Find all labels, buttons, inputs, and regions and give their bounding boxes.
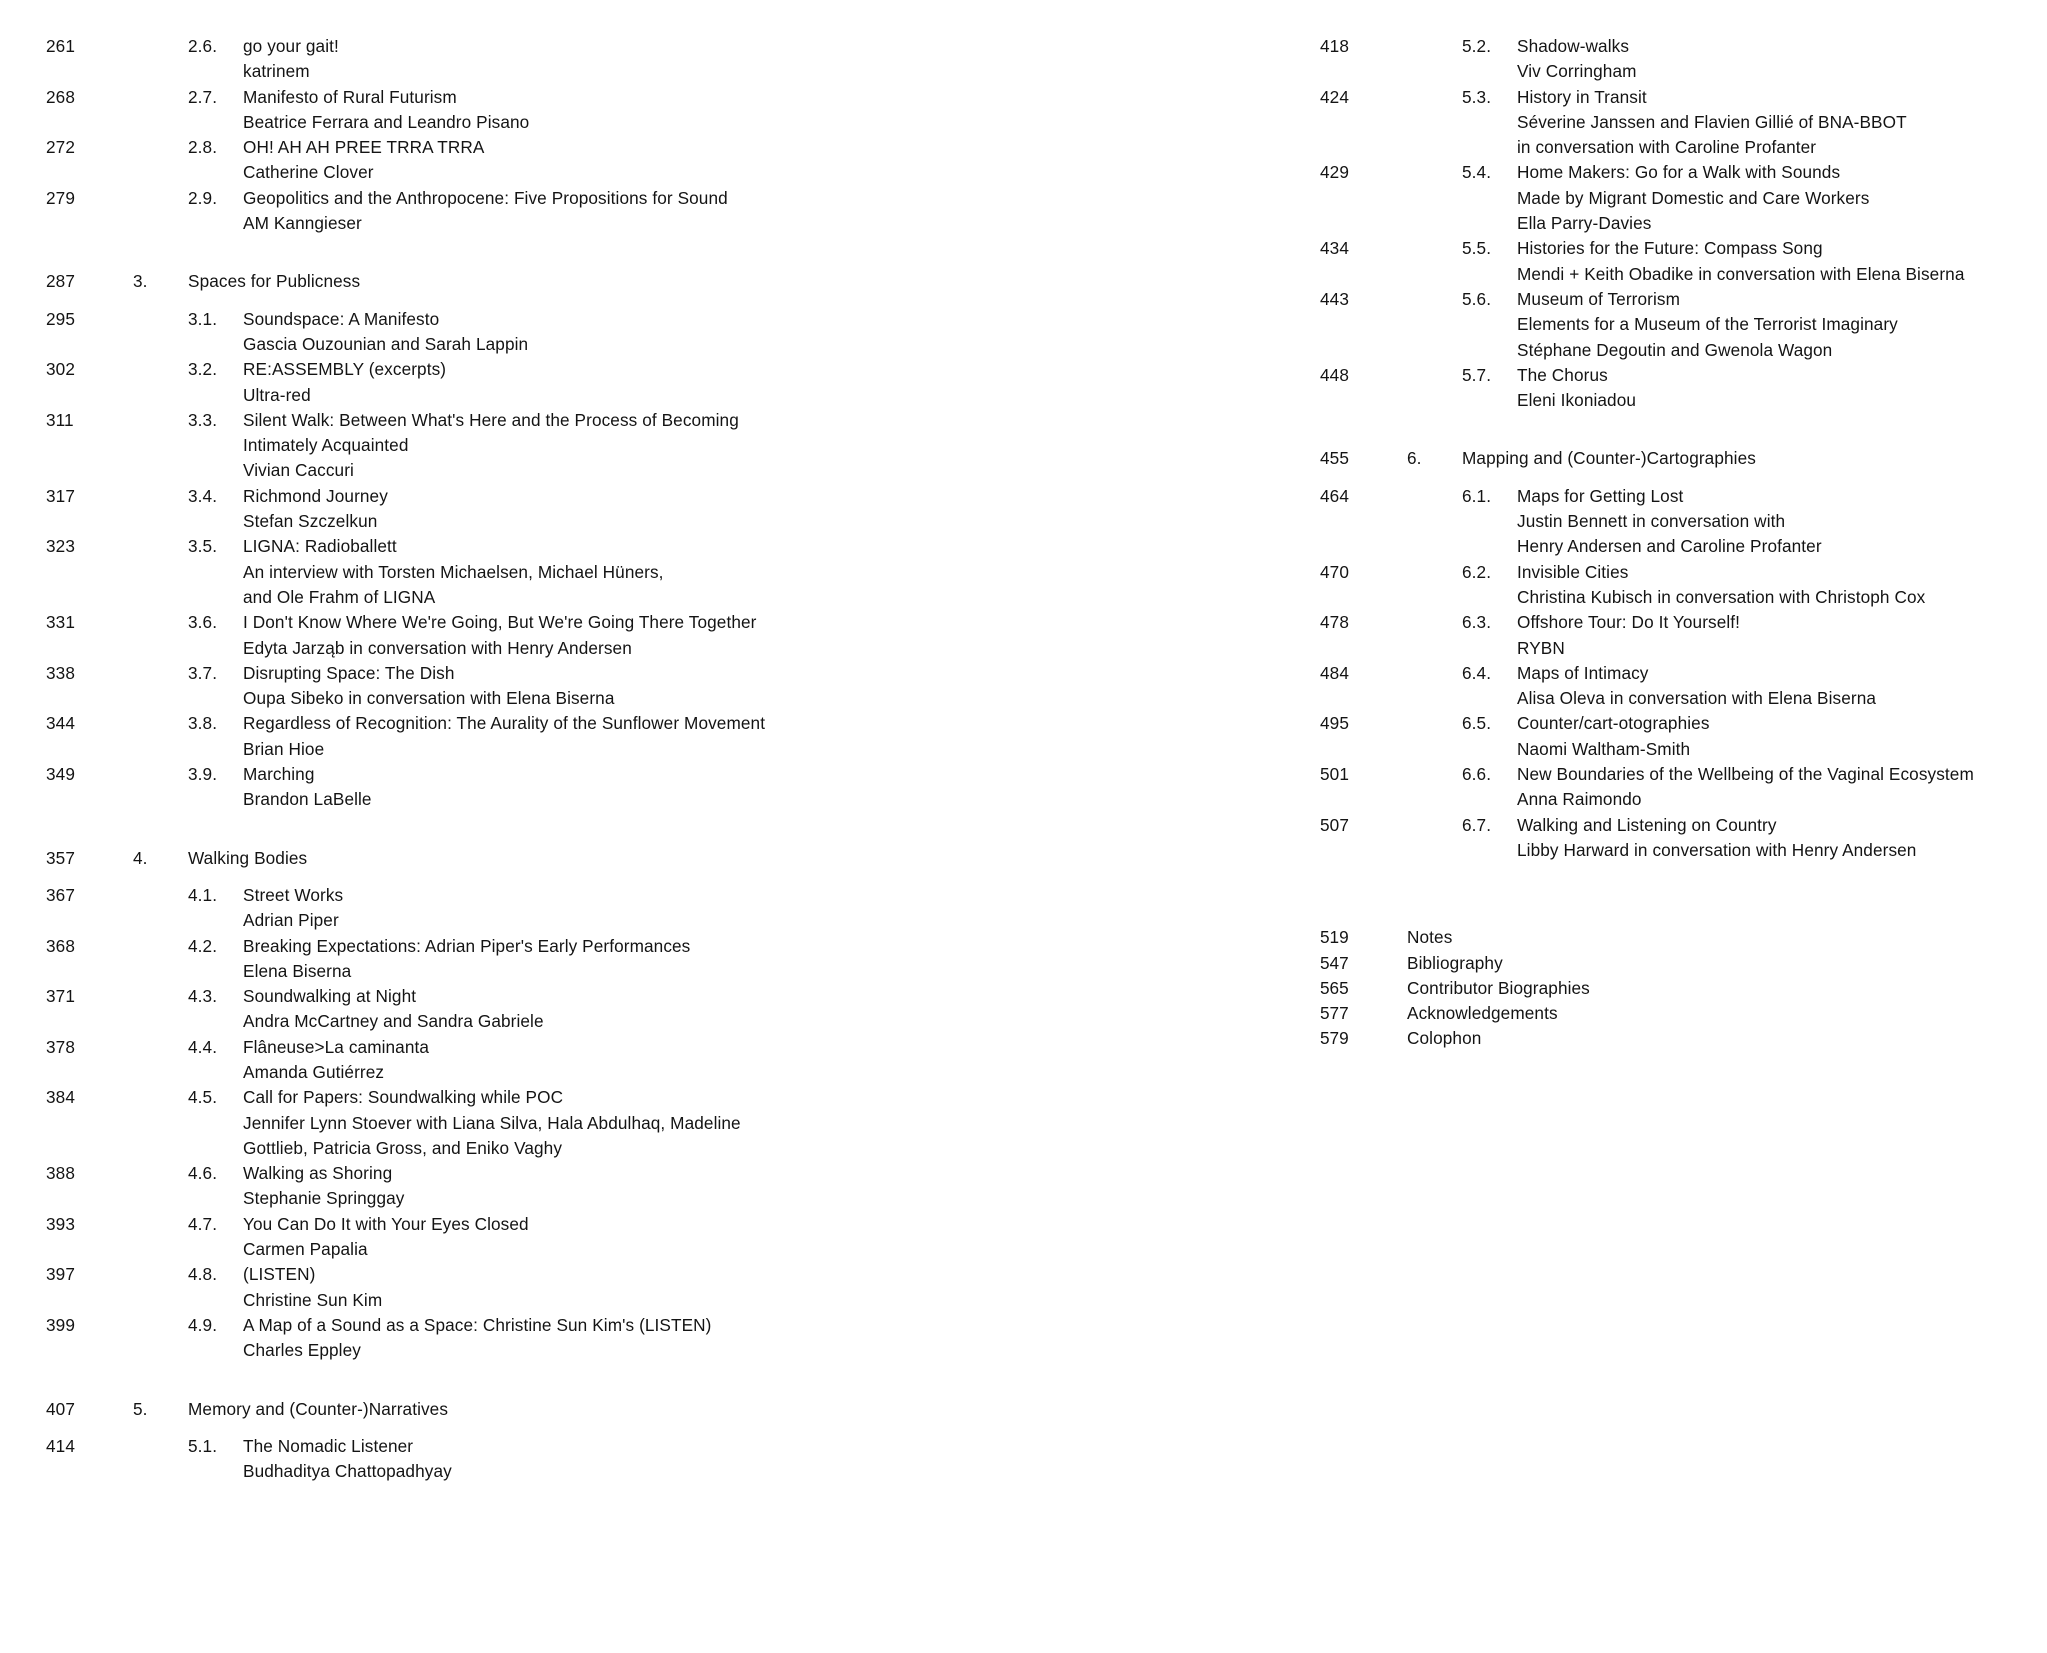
toc-indent-spacer [133,711,188,736]
toc-entry-subline: Stephanie Springgay [243,1188,405,1209]
toc-entry-text [1517,363,2047,414]
toc-section-row[interactable] [46,269,1150,294]
toc-entry-subline: Stefan Szczelkun [243,511,378,532]
toc-entry-number: 3.4. [188,485,218,506]
toc-entry-number: 2.9. [188,187,218,208]
toc-entry-title: Mapping and (Counter-)Cartographies [1462,448,1756,469]
toc-entry-number: 6.7. [1462,814,1492,835]
toc-entry-text [243,1161,1150,1212]
toc-entry-number: 5.1. [188,1435,218,1456]
toc-entry-title: History in Transit [1517,86,1647,107]
toc-page-number: 519 [1320,927,1349,948]
toc-entry-text [243,34,1150,85]
toc-page-number: 501 [1320,764,1349,785]
toc-subsection-row[interactable] [1320,34,2047,85]
toc-indent-spacer [133,1313,188,1338]
toc-entry-title: Walking and Listening on Country [1517,814,1777,835]
toc-entry-subline: Andra McCartney and Sandra Gabriele [243,1011,544,1032]
toc-indent-spacer [133,357,188,382]
toc-entry-subline: Séverine Janssen and Flavien Gillié of BNA-BBOT [1517,111,1907,132]
toc-entry-title: The Chorus [1517,364,1608,385]
toc-indent-spacer [1407,813,1462,838]
toc-back-matter-row[interactable] [1320,925,2047,950]
toc-entry-text [1517,610,2047,661]
toc-page-number: 272 [46,137,75,158]
toc-page-number: 388 [46,1163,75,1184]
toc-entry-subline: Christina Kubisch in conversation with Christoph Cox [1517,586,1926,607]
toc-indent-spacer [133,883,188,908]
toc-entry-number: 3.9. [188,764,218,785]
toc-subsection-row[interactable] [46,883,1150,934]
toc-page-number: 344 [46,713,75,734]
toc-entry-title: Maps of Intimacy [1517,662,1649,683]
toc-columns [0,34,2047,1484]
toc-page-number: 371 [46,986,75,1007]
toc-page-number: 507 [1320,814,1349,835]
toc-indent-spacer [1407,363,1462,388]
toc-column-left [0,34,1150,1484]
toc-entry-number: 3. [133,271,148,292]
toc-subsection-row[interactable] [1320,560,2047,611]
toc-entry-text [243,357,1150,408]
toc-entry-subline: Amanda Gutiérrez [243,1061,385,1082]
toc-subsection-row[interactable] [46,186,1150,237]
toc-entry-number: 6.3. [1462,612,1492,633]
toc-entry-text [1517,287,2047,363]
toc-entry-text [243,883,1150,934]
toc-entry-number: 4.9. [188,1314,218,1335]
toc-entry-number: 5.4. [1462,162,1492,183]
toc-entry-number: 5. [133,1398,148,1419]
toc-page-number: 393 [46,1213,75,1234]
toc-entry-number: 6.5. [1462,713,1492,734]
toc-entry-number: 2.6. [188,36,218,56]
toc-entry-text [1462,446,2047,471]
toc-entry-subline: Vivian Caccuri [243,460,354,481]
toc-subsection-row[interactable] [46,1212,1150,1263]
toc-subsection-row[interactable] [1320,813,2047,864]
toc-indent-spacer [133,135,188,160]
toc-back-matter-label: Notes [1407,927,1453,948]
toc-entry-text [243,762,1150,813]
toc-indent-spacer [133,534,188,559]
toc-entry-number: 4.3. [188,986,218,1007]
toc-entry-text [1517,484,2047,560]
toc-entry-number: 4.8. [188,1264,218,1285]
toc-entry-title: Home Makers: Go for a Walk with Sounds [1517,162,1841,183]
toc-entry-number: 6.4. [1462,662,1492,683]
toc-entry-number: 6.6. [1462,764,1492,785]
toc-entry-number: 4.1. [188,884,218,905]
toc-entry-subline: RYBN [1517,637,1565,658]
toc-subsection-row[interactable] [1320,363,2047,414]
toc-entry-subline: Carmen Papalia [243,1239,368,1260]
toc-entry-number: 3.2. [188,359,218,380]
toc-indent-spacer [1407,560,1462,585]
toc-entry-number: 5.7. [1462,364,1492,385]
toc-entry-text [1517,160,2047,236]
toc-back-matter-row[interactable] [1320,951,2047,976]
toc-entry-text [243,1313,1150,1364]
toc-entry-subline: Stéphane Degoutin and Gwenola Wagon [1517,339,1833,360]
toc-entry-title: Walking as Shoring [243,1163,393,1184]
toc-entry-title: Museum of Terrorism [1517,288,1680,309]
toc-page-number: 295 [46,308,75,329]
toc-entry-title: I Don't Know Where We're Going, But We're Going There Together [243,612,757,633]
toc-entry-subline: Justin Bennett in conversation with [1517,511,1786,532]
toc-entry-title: RE:ASSEMBLY (excerpts) [243,359,447,380]
toc-entry-subline: Eleni Ikoniadou [1517,390,1637,411]
toc-entry-text [1517,711,2047,762]
toc-indent-spacer [1407,610,1462,635]
toc-subsection-row[interactable] [46,610,1150,661]
toc-back-matter-row[interactable] [1320,1001,2047,1026]
toc-entry-text [243,984,1150,1035]
toc-back-matter-label: Contributor Biographies [1407,977,1590,998]
toc-page-number: 268 [46,86,75,107]
toc-indent-spacer [133,1262,188,1287]
toc-indent-spacer [133,484,188,509]
toc-entry-text [243,610,1150,661]
toc-entry-text [188,269,1150,294]
toc-page-number: 484 [1320,662,1349,683]
toc-indent-spacer [133,34,188,59]
toc-subsection-row[interactable] [1320,711,2047,762]
toc-subsection-row[interactable] [46,1035,1150,1086]
toc-entry-text [188,1397,1150,1422]
toc-page-number: 287 [46,271,75,292]
toc-page-number: 261 [46,36,75,56]
toc-entry-text [243,408,1150,484]
toc-entry-number: 4. [133,847,148,868]
toc-subsection-row[interactable] [46,357,1150,408]
toc-page-number: 577 [1320,1003,1349,1024]
toc-entry-title: Soundspace: A Manifesto [243,308,440,329]
toc-entry-title: Silent Walk: Between What's Here and the Process of Becoming [243,409,739,430]
toc-page-number: 448 [1320,364,1349,385]
toc-entry-subline: Jennifer Lynn Stoever with Liana Silva, Hala Abdulhaq, Madeline [243,1112,741,1133]
toc-entry-title: New Boundaries of the Wellbeing of the Vaginal Ecosystem [1517,764,1974,785]
toc-page-number: 565 [1320,977,1349,998]
toc-indent-spacer [1407,236,1462,261]
toc-subsection-row[interactable] [46,85,1150,136]
toc-entry-subline: Henry Andersen and Caroline Profanter [1517,536,1822,557]
toc-entry-subline: Anna Raimondo [1517,789,1642,810]
toc-indent-spacer [133,1161,188,1186]
toc-entry-number: 2.8. [188,137,218,158]
toc-indent-spacer [133,661,188,686]
toc-subsection-row[interactable] [46,984,1150,1035]
toc-subsection-row[interactable] [46,307,1150,358]
toc-entry-text [243,1262,1150,1313]
toc-entry-subline: Adrian Piper [243,910,339,931]
toc-entry-text [243,85,1150,136]
toc-back-matter-label: Bibliography [1407,952,1503,973]
toc-back-matter-label: Acknowledgements [1407,1003,1558,1024]
toc-entry-subline: Elements for a Museum of the Terrorist Imaginary [1517,314,1898,335]
toc-entry-text [243,934,1150,985]
toc-indent-spacer [133,186,188,211]
toc-entry-title: Maps for Getting Lost [1517,485,1684,506]
toc-indent-spacer [133,984,188,1009]
toc-page-number: 279 [46,187,75,208]
toc-entry-text [243,186,1150,237]
toc-entry-text [243,307,1150,358]
toc-entry-subline: Edyta Jarząb in conversation with Henry Andersen [243,637,632,658]
toc-back-matter-row[interactable] [1320,976,2047,1001]
toc-entry-title: (LISTEN) [243,1264,316,1285]
toc-entry-title: You Can Do It with Your Eyes Closed [243,1213,529,1234]
toc-entry-title: Disrupting Space: The Dish [243,662,455,683]
toc-page-number: 302 [46,359,75,380]
toc-entry-title: Counter/cart-otographies [1517,713,1710,734]
toc-column-right [1150,34,2047,1052]
toc-subsection-row[interactable] [46,1434,1150,1485]
toc-entry-subline: Alisa Oleva in conversation with Elena Biserna [1517,688,1877,709]
toc-page-number: 434 [1320,238,1349,259]
toc-entry-text [243,1212,1150,1263]
toc-entry-number: 2.7. [188,86,218,107]
toc-entry-subline: in conversation with Caroline Profanter [1517,137,1817,158]
toc-subsection-row[interactable] [46,762,1150,813]
toc-page-number: 349 [46,764,75,785]
toc-subsection-row[interactable] [46,534,1150,610]
toc-indent-spacer [1407,661,1462,686]
toc-page-number: 384 [46,1087,75,1108]
toc-page-number: 357 [46,847,75,868]
toc-entry-title: Soundwalking at Night [243,986,417,1007]
toc-page-number: 547 [1320,952,1349,973]
toc-subsection-row[interactable] [46,934,1150,985]
toc-page-number: 311 [46,409,74,430]
toc-entry-number: 6.1. [1462,485,1492,506]
toc-entry-text [243,1085,1150,1161]
toc-entry-subline: Oupa Sibeko in conversation with Elena Biserna [243,688,615,709]
toc-entry-title: Regardless of Recognition: The Aurality of the Sunflower Movement [243,713,766,734]
toc-page-number: 470 [1320,561,1349,582]
toc-entry-subline: AM Kanngieser [243,213,362,234]
toc-subsection-row[interactable] [1320,484,2047,560]
toc-page-number: 478 [1320,612,1349,633]
toc-entry-subline: An interview with Torsten Michaelsen, Michael Hüners, [243,561,664,582]
toc-entry-subline: Charles Eppley [243,1340,361,1361]
toc-entry-text [243,661,1150,712]
toc-entry-number: 3.5. [188,536,218,557]
toc-page-number: 368 [46,935,75,956]
toc-entry-subline: Brian Hioe [243,738,325,759]
toc-subsection-row[interactable] [1320,661,2047,712]
toc-entry-number: 4.5. [188,1087,218,1108]
toc-indent-spacer [133,934,188,959]
toc-entry-number: 3.7. [188,662,218,683]
toc-indent-spacer [133,408,188,433]
toc-entry-number: 5.2. [1462,36,1492,56]
toc-indent-spacer [133,307,188,332]
toc-entry-number: 5.6. [1462,288,1492,309]
toc-entry-subline: katrinem [243,61,310,82]
toc-subsection-row[interactable] [46,1085,1150,1161]
toc-subsection-row[interactable] [1320,610,2047,661]
toc-entry-text [1517,236,2047,287]
toc-entry-title: go your gait! [243,36,339,56]
toc-entry-text [1517,762,2047,813]
toc-entry-subline: Intimately Acquainted [243,435,409,456]
toc-section-row[interactable] [46,1397,1150,1422]
toc-entry-title: Flâneuse>La caminanta [243,1036,430,1057]
toc-page-number: 367 [46,884,75,905]
toc-entry-text [1517,813,2047,864]
toc-page-number: 414 [46,1435,75,1456]
toc-page-number: 424 [1320,86,1349,107]
toc-entry-title: The Nomadic Listener [243,1435,414,1456]
toc-page-number: 455 [1320,448,1349,469]
toc-subsection-row[interactable] [46,135,1150,186]
toc-entry-title: Geopolitics and the Anthropocene: Five Propositions for Sound [243,187,728,208]
toc-entry-text [243,534,1150,610]
toc-entry-number: 3.1. [188,308,218,329]
toc-indent-spacer [1407,85,1462,110]
toc-indent-spacer [1407,287,1462,312]
toc-entry-text [243,484,1150,535]
toc-subsection-row[interactable] [46,484,1150,535]
toc-page-number: 338 [46,662,75,683]
toc-entry-number: 4.2. [188,935,218,956]
toc-page-number: 323 [46,536,75,557]
toc-page-number: 378 [46,1036,75,1057]
toc-entry-subline: Mendi + Keith Obadike in conversation with Elena Biserna [1517,263,1965,284]
toc-indent-spacer [1407,160,1462,185]
toc-entry-subline: Gascia Ouzounian and Sarah Lappin [243,333,529,354]
toc-indent-spacer [1407,34,1462,59]
toc-entry-text [1517,661,2047,712]
toc-entry-text [243,1035,1150,1086]
toc-page-number: 407 [46,1398,75,1419]
toc-entry-title: Street Works [243,884,344,905]
toc-page-number: 464 [1320,485,1349,506]
toc-entry-number: 3.6. [188,612,218,633]
toc-subsection-row[interactable] [1320,762,2047,813]
toc-page-number: 579 [1320,1028,1349,1049]
toc-entry-number: 6.2. [1462,561,1492,582]
toc-entry-title: Memory and (Counter-)Narratives [188,1398,449,1419]
toc-entry-text [243,135,1150,186]
toc-entry-title: Offshore Tour: Do It Yourself! [1517,612,1741,633]
toc-entry-subline: Ella Parry-Davies [1517,213,1652,234]
toc-subsection-row[interactable] [46,1313,1150,1364]
toc-indent-spacer [133,85,188,110]
toc-entry-subline: and Ole Frahm of LIGNA [243,586,436,607]
toc-entry-number: 5.5. [1462,238,1492,259]
toc-entry-text [1517,34,2047,85]
toc-entry-title: Histories for the Future: Compass Song [1517,238,1823,259]
toc-entry-number: 4.7. [188,1213,218,1234]
toc-page-number: 443 [1320,288,1349,309]
toc-subsection-row[interactable] [46,1161,1150,1212]
toc-entry-text [243,711,1150,762]
toc-entry-subline: Budhaditya Chattopadhyay [243,1461,452,1482]
toc-entry-subline: Naomi Waltham-Smith [1517,738,1691,759]
toc-entry-title: Marching [243,764,315,785]
toc-entry-number: 4.4. [188,1036,218,1057]
toc-entry-text [1517,560,2047,611]
toc-page-number: 397 [46,1264,75,1285]
toc-entry-title: A Map of a Sound as a Space: Christine Sun Kim's (LISTEN) [243,1314,712,1335]
toc-subsection-row[interactable] [46,408,1150,484]
toc-entry-number: 5.3. [1462,86,1492,107]
toc-entry-text [1517,85,2047,161]
toc-indent-spacer [133,1035,188,1060]
toc-section-row[interactable] [1320,446,2047,471]
toc-subsection-row[interactable] [1320,236,2047,287]
toc-entry-subline: Ultra-red [243,384,311,405]
toc-subsection-row[interactable] [46,34,1150,85]
toc-entry-number: 6. [1407,448,1422,469]
toc-subsection-row[interactable] [46,711,1150,762]
toc-entry-title: Spaces for Publicness [188,271,361,292]
toc-page-number: 399 [46,1314,75,1335]
toc-entry-text [243,1434,1150,1485]
toc-entry-title: Shadow-walks [1517,36,1630,56]
toc-entry-subline: Beatrice Ferrara and Leandro Pisano [243,111,530,132]
toc-subsection-row[interactable] [46,661,1150,712]
toc-page-number: 429 [1320,162,1349,183]
toc-entry-subline: Made by Migrant Domestic and Care Workers [1517,187,1870,208]
toc-entry-subline: Elena Biserna [243,960,352,981]
toc-entry-title: LIGNA: Radioballett [243,536,397,557]
toc-indent-spacer [133,610,188,635]
toc-entry-title: Breaking Expectations: Adrian Piper's Early Performances [243,935,691,956]
toc-entry-number: 4.6. [188,1163,218,1184]
toc-page-number: 331 [46,612,75,633]
toc-subsection-row[interactable] [1320,85,2047,161]
toc-back-matter-label: Colophon [1407,1028,1482,1049]
toc-page-number: 495 [1320,713,1349,734]
toc-entry-title: Invisible Cities [1517,561,1629,582]
toc-indent-spacer [1407,762,1462,787]
toc-indent-spacer [1407,711,1462,736]
toc-entry-title: Walking Bodies [188,847,308,868]
toc-subsection-row[interactable] [1320,287,2047,363]
toc-indent-spacer [133,1212,188,1237]
toc-entry-title: Call for Papers: Soundwalking while POC [243,1087,564,1108]
toc-subsection-row[interactable] [1320,160,2047,236]
toc-indent-spacer [133,1434,188,1459]
toc-indent-spacer [133,1085,188,1110]
toc-subsection-row[interactable] [46,1262,1150,1313]
toc-entry-subline: Gottlieb, Patricia Gross, and Eniko Vaghy [243,1137,563,1158]
toc-back-matter-row[interactable] [1320,1026,2047,1051]
toc-entry-number: 3.3. [188,409,218,430]
toc-indent-spacer [133,762,188,787]
toc-indent-spacer [1407,484,1462,509]
toc-entry-subline: Viv Corringham [1517,61,1637,82]
toc-page-number: 317 [46,485,75,506]
toc-entry-subline: Christine Sun Kim [243,1289,383,1310]
toc-entry-subline: Catherine Clover [243,162,374,183]
toc-section-row[interactable] [46,846,1150,871]
toc-entry-text [188,846,1150,871]
toc-entry-subline: Libby Harward in conversation with Henry Andersen [1517,839,1917,860]
toc-page-number: 418 [1320,36,1349,56]
toc-entry-title: OH! AH AH PREE TRRA TRRA [243,137,485,158]
toc-entry-title: Manifesto of Rural Futurism [243,86,457,107]
toc-entry-title: Richmond Journey [243,485,388,506]
toc-entry-subline: Brandon LaBelle [243,789,372,810]
toc-entry-number: 3.8. [188,713,218,734]
toc-back-matter [1320,925,2047,1051]
